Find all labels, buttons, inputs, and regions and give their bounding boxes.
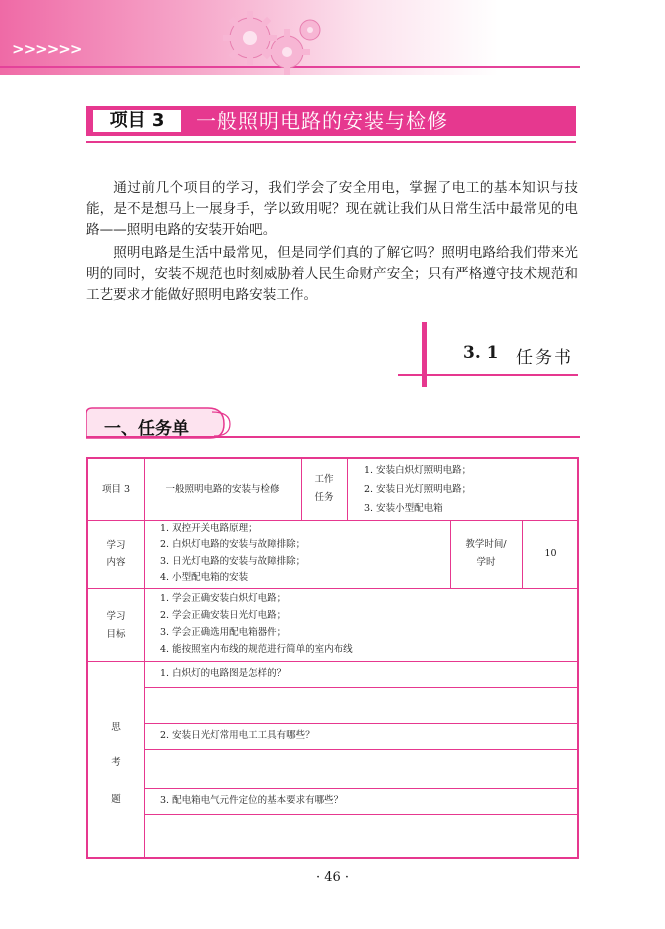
table-rule — [144, 687, 579, 688]
title-underline — [86, 141, 576, 143]
table-rule — [301, 459, 302, 520]
goal-item: 3. 学会正确选用配电箱器件； — [160, 627, 287, 638]
goal-label: 学习 — [106, 611, 126, 622]
chevrons-icon: >>>>>> — [12, 40, 82, 58]
table-rule — [144, 459, 145, 859]
task-item: 1. 安装白炽灯照明电路； — [364, 465, 472, 476]
goal-label: 目标 — [106, 629, 126, 640]
intro-paragraph-2: 照明电路是生活中最常见，但是同学们真的了解它吗？照明电路给我们带来光明的同时，安装不规范也时刻威胁着人民生命财产安全；只有严格遵守技术规范和工艺要求才能做好照明电路安装工作。 — [86, 245, 578, 303]
header-band — [0, 0, 665, 75]
task-table — [86, 457, 579, 859]
page-number: · 46 · — [315, 870, 350, 885]
task-item: 3. 安装小型配电箱 — [364, 503, 443, 514]
subsection-title: 一、任务单 — [104, 419, 189, 439]
content-label: 内容 — [106, 557, 126, 568]
hours-value: 10 — [544, 548, 557, 559]
table-rule — [144, 788, 579, 789]
content-item: 4. 小型配电箱的安装 — [160, 572, 249, 583]
project-label-cell: 项目 3 — [101, 484, 131, 495]
goal-item: 2. 学会正确安装日光灯电路； — [160, 610, 287, 621]
gears-icon — [215, 8, 330, 78]
task-label: 工作 — [314, 474, 334, 485]
goal-item: 1. 学会正确安装白炽灯电路； — [160, 593, 287, 604]
task-item: 2. 安装日光灯照明电路； — [364, 484, 472, 495]
content-item: 3. 日光灯电路的安装与故障排除； — [160, 556, 306, 567]
table-rule — [450, 520, 451, 588]
table-rule — [144, 723, 579, 724]
hours-label: 教学时间/ — [465, 539, 507, 550]
question-item: 1. 白炽灯的电路图是怎样的？ — [160, 668, 287, 679]
question-item: 3. 配电箱电气元件定位的基本要求有哪些？ — [160, 795, 344, 806]
content-label: 学习 — [106, 540, 126, 551]
think-label: 考 — [111, 757, 121, 768]
goal-item: 4. 能按照室内布线的规范进行简单的室内布线 — [160, 644, 353, 655]
question-item: 2. 安装日光灯常用电工工具有哪些？ — [160, 730, 315, 741]
section-rule — [398, 374, 578, 376]
project-number: 项目 3 — [93, 110, 181, 132]
table-rule — [144, 749, 579, 750]
table-rule — [144, 814, 579, 815]
table-rule — [88, 661, 579, 662]
intro-paragraph-1: 通过前几个项目的学习，我们学会了安全用电，掌握了电工的基本知识与技能，是不是想马上一展身手，学以致用呢？现在就让我们从日常生活中最常见的电路——照明电路的安装开始吧。 — [86, 180, 578, 238]
table-rule — [88, 588, 579, 589]
section-marker — [422, 322, 427, 387]
content-item: 2. 白炽灯电路的安装与故障排除； — [160, 539, 306, 550]
section-title: 任务书 — [516, 348, 573, 368]
content-item: 1. 双控开关电路原理； — [160, 523, 258, 534]
table-rule — [88, 520, 579, 521]
think-label: 思 — [111, 722, 121, 733]
hours-label: 学时 — [476, 557, 496, 568]
think-label: 题 — [111, 794, 121, 805]
project-title: 一般照明电路的安装与检修 — [196, 109, 448, 133]
task-label: 任务 — [314, 492, 334, 503]
project-name-cell: 一般照明电路的安装与检修 — [165, 484, 280, 495]
section-number: 3. 1 — [463, 343, 499, 363]
table-rule — [347, 459, 348, 520]
